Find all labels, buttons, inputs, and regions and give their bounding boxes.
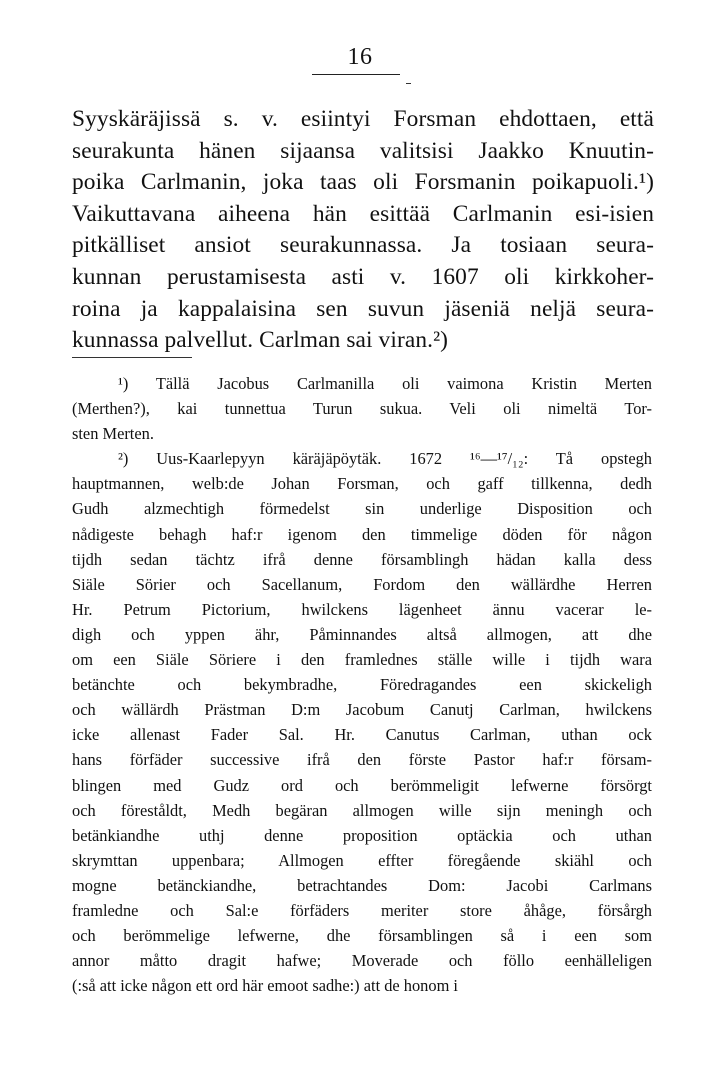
page-number: 16 [347, 44, 373, 70]
footnote-line: ²) Uus-Kaarlepyyn käräjäpöytäk. 1672 ¹⁶—¹⁷/₁₂: Tå opstegh [118, 449, 652, 469]
footnote-line: icke allenast Fader Sal. Hr. Canutus Carlman, uthan ock [72, 725, 652, 745]
footnote-line: tijdh sedan tächtz ifrå denne församblingh hädan kalla dess [72, 549, 652, 569]
footnote-line: mogne betänckiandhe, betrachtandes Dom: Jacobi Carlmans [72, 875, 652, 895]
main-line: pitkälliset ansiot seurakunnassa. Ja tosiaan seura- [72, 232, 654, 259]
footnote-line: Gudh alzmechtigh förmedelst sin underlige Disposition och [72, 499, 652, 519]
main-line: seurakunta hänen sijaansa valitsisi Jaakko Knuutin- [72, 137, 654, 164]
page-number-rule [312, 74, 400, 75]
main-line: poika Carlmanin, joka taas oli Forsmanin poikapuoli.¹) [72, 169, 654, 196]
main-paragraph [72, 104, 654, 357]
footnote-line: blingen med Gudz ord och berömmeligit lefwerne försörgt [72, 775, 652, 795]
footnote-line: annor måtto dragit hafwe; Moverade och föllo eenhälleligen [72, 951, 652, 971]
footnote-line: ¹) Tällä Jacobus Carlmanilla oli vaimona Kristin Merten [118, 374, 652, 393]
footnote-2 [72, 446, 652, 998]
footnote-line: framledne och Sal:e förfäders meriter store åhåge, försårgh [72, 900, 652, 920]
footnote-line: betänchte och bekymbradhe, Föredragandes een skickeligh [72, 675, 652, 695]
main-line: Vaikuttavana aiheena hän esittää Carlmanin esi-isien [72, 200, 654, 227]
footnote-line: (:så att icke någon ett ord här emoot sadhe:) att de honom i [72, 976, 458, 996]
main-line: kunnan perustamisesta asti v. 1607 oli kirkkoher- [72, 263, 654, 290]
footnote-line: betänkiandhe uthj denne proposition optäckia och uthan [72, 825, 652, 845]
footnote-line: om een Siäle Söriere i den framlednes ställe wille i tijdh wara [72, 650, 652, 670]
footnote-line: skrymttan uppenbara; Allmogen effter föregående skiähl och [72, 850, 652, 870]
main-line: Syyskäräjissä s. v. esiintyi Forsman ehdottaen, että [72, 106, 654, 132]
main-line: kunnassa palvellut. Carlman sai viran.²) [72, 327, 449, 354]
footnote-line: sten Merten. [72, 424, 154, 444]
footnote-line: Siäle Sörier och Sacellanum, Fordom den wällärdhe Herren [72, 574, 652, 594]
footnote-line: och föreståldt, Medh begäran allmogen wille sijn meningh och [72, 800, 652, 820]
main-line: roina ja kappalaisina sen suvun jäseniä neljä seura- [72, 295, 654, 322]
footnote-line: (Merthen?), kai tunnettua Turun sukua. Veli oli nimeltä Tor- [72, 399, 652, 419]
footnote-line: hans förfäder successive ifrå den förste Pastor haf:r försam- [72, 750, 652, 770]
footnote-1 [72, 371, 652, 446]
footnote-line: digh och yppen ähr, Påminnandes altså allmogen, att dhe [72, 624, 652, 644]
footnotes [72, 371, 652, 998]
footnote-line: och berömmelige lefwerne, dhe församblingen så i een som [72, 926, 652, 946]
footnote-line: hauptmannen, welb:de Johan Forsman, och gaff tillkenna, dedh [72, 474, 652, 494]
footnote-separator [72, 357, 192, 358]
footnote-line: och wällärdh Prästman D:m Jacobum Canutj Carlman, hwilckens [72, 700, 652, 720]
footnote-line: nådigeste behagh haf:r igenom den timmelige döden för någon [72, 524, 652, 544]
page-mark [406, 83, 411, 84]
footnote-line: Hr. Petrum Pictorium, hwilckens lägenheet ännu vacerar le- [72, 599, 652, 619]
